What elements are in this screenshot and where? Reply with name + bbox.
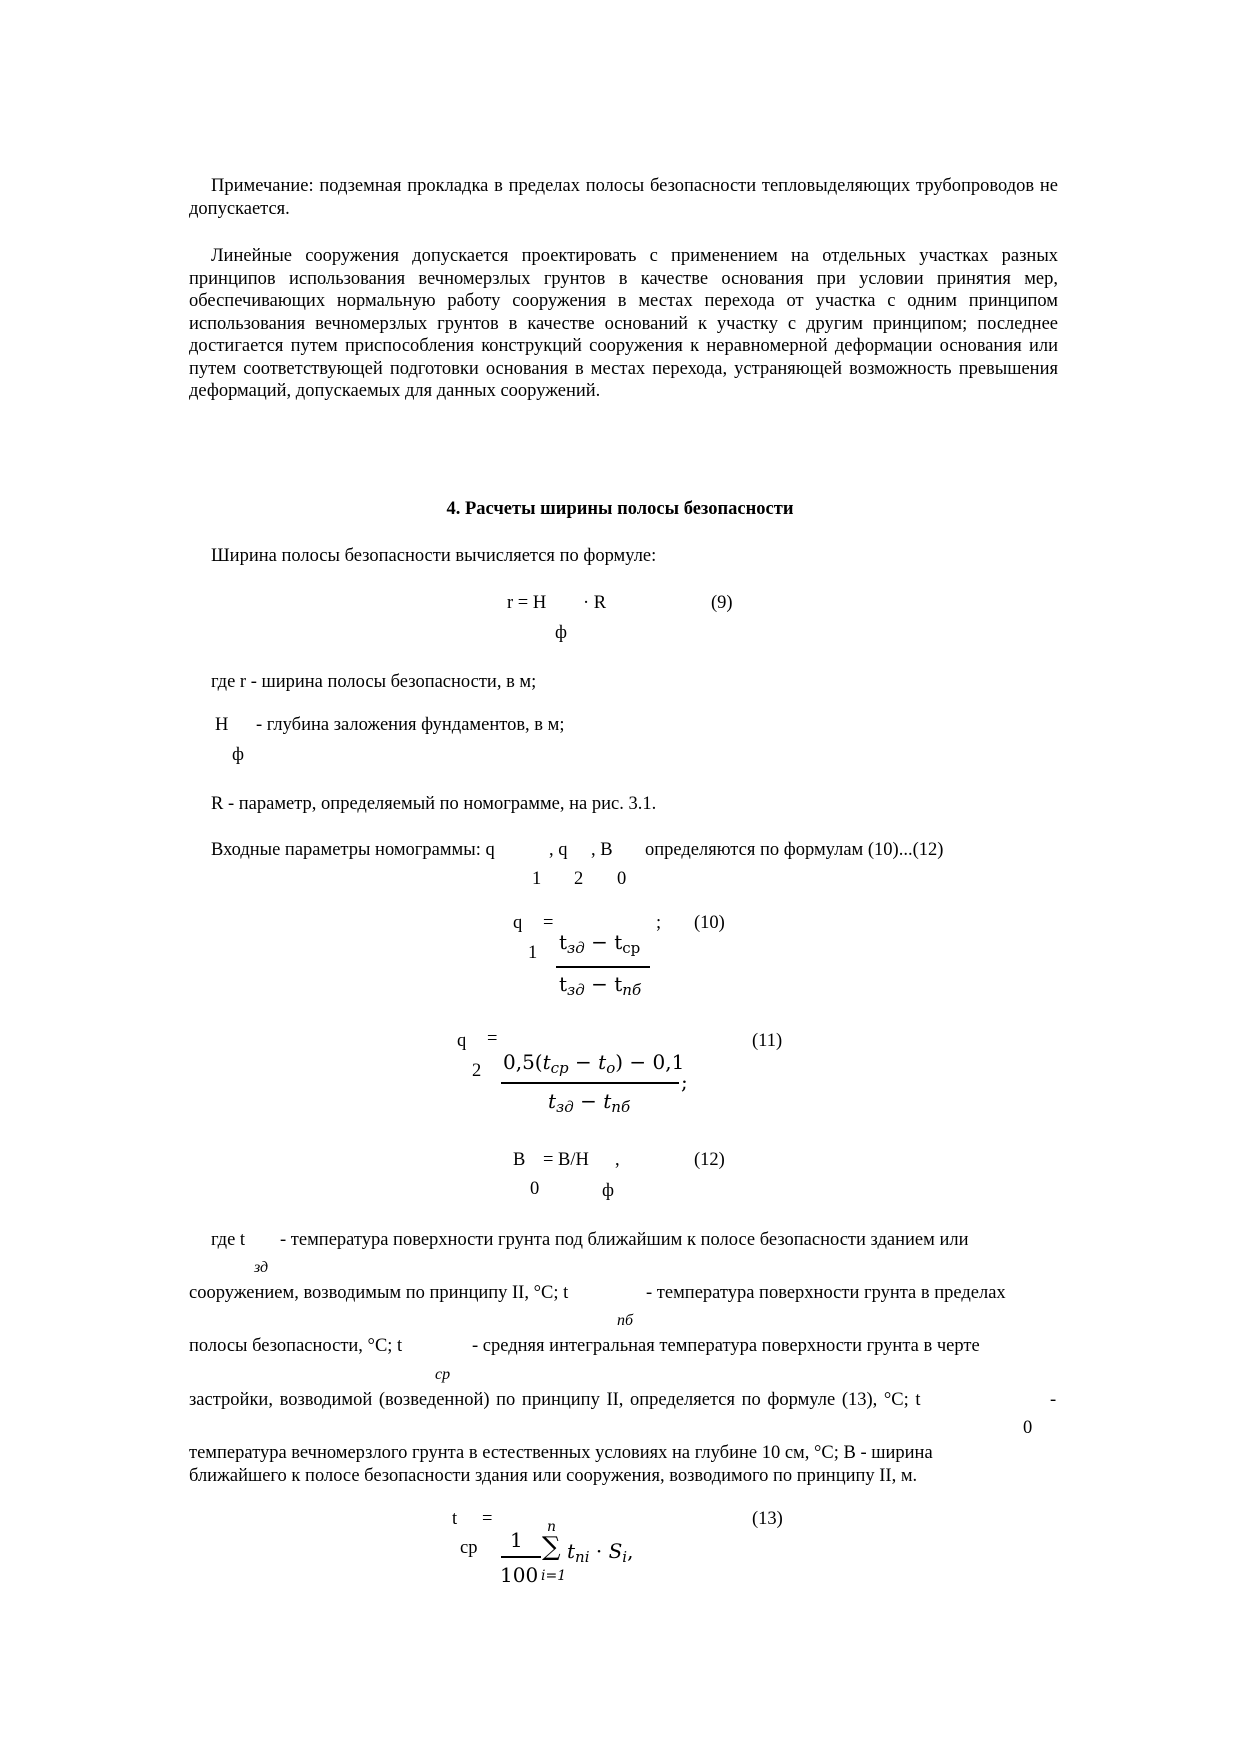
formula-10-numerator: $t_{зд} - t_{ср}$ — [559, 930, 641, 957]
inputs-suffix: определяются по формулам (10)...(12) — [645, 840, 944, 860]
formula-10-lhs: q — [513, 913, 523, 933]
formula-11-numerator: $0,5(t_{ср} - t_о) - 0,1$ — [503, 1050, 685, 1077]
formula-9-lhs: r = H — [507, 593, 547, 613]
formula-11-lhs: q — [457, 1031, 467, 1051]
formula-10-number: (10) — [694, 913, 725, 933]
where-line4-end: - — [1050, 1390, 1057, 1410]
inputs-q2: , q — [549, 840, 568, 860]
where-line3-end: - средняя интегральная температура поверхности грунта в черте — [472, 1336, 980, 1356]
formula-9-subscript: ф — [555, 623, 567, 643]
formula-9-rhs: · R — [583, 593, 607, 613]
formula-10-eq: = — [543, 913, 554, 933]
where-sub-zd: зд — [254, 1259, 269, 1276]
linear-structures-text: Линейные сооружения допускается проектировать с применением на отдельных участках разных принципов использования вечномерзлых грунтов в качестве основания при условии принятия мер, обеспечивающих нормальную работу сооружения в местах перехода от участка с одним принципом использования вечномерзлых грунтов в качестве оснований к участку с другим принципом; последнее достигается путем приспособления конструкций сооружения к неравномерной деформации основания или путем соответствующей подготовки основания в местах перехода, устраняющей возможность превышения деформаций, допускаемых для данных сооружений. — [189, 246, 1058, 401]
where-line2-start: сооружением, возводимым по принципу II, °С; t — [189, 1283, 569, 1303]
inputs-sub-2: 2 — [574, 869, 584, 889]
definition-h-symbol: H — [215, 715, 229, 735]
formula-12-sub-0: 0 — [530, 1179, 540, 1199]
formula-10-semicolon: ; — [656, 913, 662, 933]
formula-12-comma: , — [615, 1150, 620, 1170]
where-sub-sr: ср — [435, 1366, 451, 1383]
definition-h-subscript: ф — [232, 745, 244, 765]
note-paragraph — [189, 175, 1058, 220]
where-line3-start: полосы безопасности, °С; t — [189, 1336, 403, 1356]
inputs-sub-1: 1 — [532, 869, 542, 889]
formula-13-number: (13) — [752, 1509, 783, 1529]
definition-r: где r - ширина полосы безопасности, в м; — [211, 672, 537, 692]
where-line4-start: застройки, возводимой (возведенной) по принципу II, определяется по формуле (13), °С; t — [189, 1390, 921, 1410]
definition-R: R - параметр, определяемый по номограмме, на рис. 3.1. — [211, 794, 657, 814]
formula-13-denominator: 100 — [500, 1563, 539, 1587]
where-line6: ближайшего к полосе безопасности здания или сооружения, возводимого по принципу II, м. — [189, 1466, 918, 1486]
formula-13-sum-lower: i=1 — [541, 1568, 567, 1584]
formula-intro: Ширина полосы безопасности вычисляется по формуле: — [211, 546, 657, 566]
definition-h-text: - глубина заложения фундаментов, в м; — [256, 715, 565, 735]
formula-12-rhs: = B/H — [543, 1150, 589, 1170]
formula-10-denominator: $t_{зд} - t_{пб}$ — [559, 972, 642, 999]
where-line1-end: - температура поверхности грунта под ближайшим к полосе безопасности зданием или — [280, 1230, 969, 1250]
formula-13-numerator: 1 — [510, 1528, 523, 1552]
inputs-b0: , B — [591, 840, 613, 860]
where-line2-end: - температура поверхности грунта в пределах — [646, 1283, 1006, 1303]
formula-11-fraction-bar — [501, 1082, 679, 1084]
where-sub-0: 0 — [1023, 1418, 1033, 1438]
linear-structures-paragraph — [189, 245, 1058, 403]
where-sub-pb: пб — [617, 1312, 634, 1329]
formula-11-number: (11) — [752, 1031, 783, 1051]
formula-10-subscript: 1 — [528, 943, 538, 963]
formula-11-denominator: $t_{зд} - t_{пб}$ — [548, 1089, 631, 1116]
formula-13-sigma: ∑ — [542, 1532, 561, 1562]
inputs-prefix: Входные параметры номограммы: q — [211, 840, 495, 860]
note-text: Примечание: подземная прокладка в пределах полосы безопасности тепловыделяющих трубопроводов не допускается. — [189, 176, 1058, 219]
formula-11-subscript: 2 — [472, 1061, 482, 1081]
inputs-sub-0: 0 — [617, 869, 627, 889]
formula-12-sub-f: ф — [602, 1181, 614, 1201]
where-line5: температура вечномерзлого грунта в естественных условиях на глубине 10 см, °С; B - ширина — [189, 1443, 933, 1463]
formula-13-fraction-bar — [501, 1556, 541, 1558]
formula-13-sum-upper: n — [547, 1519, 557, 1535]
formula-12-number: (12) — [694, 1150, 725, 1170]
formula-13-subscript: ср — [460, 1538, 478, 1558]
formula-11-semicolon: ; — [681, 1070, 688, 1094]
section-heading: 4. Расчеты ширины полосы безопасности — [446, 499, 794, 519]
formula-12-lhs: B — [513, 1150, 526, 1170]
formula-13-eq: = — [482, 1509, 493, 1529]
formula-11-eq: = — [487, 1029, 498, 1049]
where-line1-start: где t — [211, 1230, 246, 1250]
formula-10-fraction-bar — [556, 966, 650, 968]
formula-9-number: (9) — [711, 593, 733, 613]
formula-13-term: $t_{ni} \cdot S_i$, — [567, 1539, 634, 1566]
formula-13-lhs: t — [452, 1509, 458, 1529]
